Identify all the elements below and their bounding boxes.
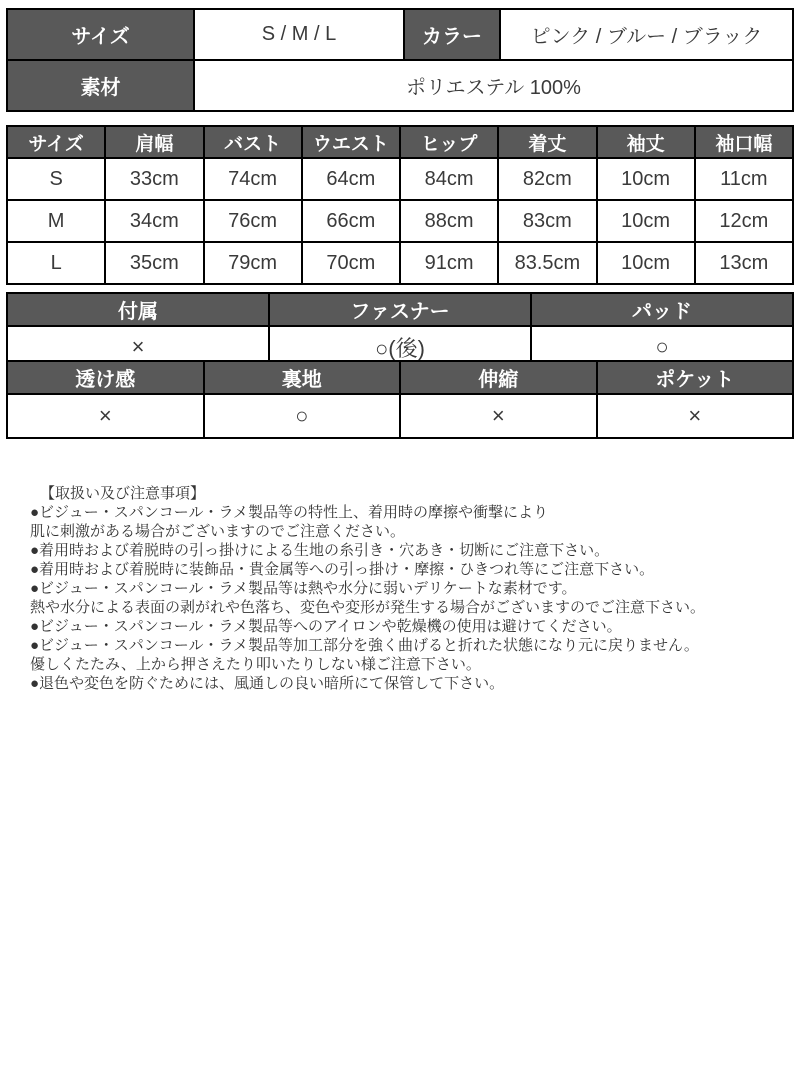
cell-bust: 79cm — [204, 242, 302, 284]
table-row — [7, 200, 793, 242]
col-header-hip: ヒップ — [400, 126, 498, 158]
color-value-cell: ピンク / ブルー / ブラック — [500, 9, 793, 60]
cell-waist: 66cm — [302, 200, 400, 242]
care-note-line: 優しくたたみ、上から押さえたり叩いたりしない様ご注意下さい。 — [30, 656, 481, 673]
features-table-1 — [6, 292, 794, 369]
measurements-table — [6, 125, 794, 285]
cell-cuff-width: 11cm — [695, 158, 793, 200]
col-header-pad: パッド — [531, 293, 793, 326]
col-header-fastener: ファスナー — [269, 293, 531, 326]
care-note-line: ●退色や変色を防ぐためには、風通しの良い暗所にて保管して下さい。 — [30, 675, 505, 692]
cell-hip: 91cm — [400, 242, 498, 284]
cell-fastener: ○(後) — [269, 326, 531, 368]
col-header-bust: バスト — [204, 126, 302, 158]
features-table-2 — [6, 360, 794, 439]
table-header-row — [7, 293, 793, 326]
care-note-line: ●ビジュー・スパンコール・ラメ製品等加工部分を強く曲げると折れた状態になり元に戻りません。 — [30, 637, 699, 654]
table-row — [7, 394, 793, 438]
col-header-accessory: 付属 — [7, 293, 269, 326]
size-color-material-table — [6, 8, 794, 112]
cell-hip: 84cm — [400, 158, 498, 200]
col-header-length: 着丈 — [498, 126, 596, 158]
material-value-cell: ポリエステル 100% — [194, 60, 793, 111]
cell-sleeve-length: 10cm — [597, 242, 695, 284]
care-notes-title: 【取扱い及び注意事項】 — [40, 485, 206, 502]
care-note-line: ●着用時および着脱時の引っ掛けによる生地の糸引き・穴あき・切断にご注意下さい。 — [30, 542, 610, 559]
col-header-cuff-width: 袖口幅 — [695, 126, 793, 158]
color-label-cell: カラー — [404, 9, 500, 60]
col-header-shoulder: 肩幅 — [105, 126, 203, 158]
cell-pad: ○ — [531, 326, 793, 368]
size-value-cell: S / M / L — [194, 9, 404, 60]
table-header-row — [7, 126, 793, 158]
cell-shoulder: 35cm — [105, 242, 203, 284]
care-note-line: ●ビジュー・スパンコール・ラメ製品等は熱や水分に弱いデリケートな素材です。 — [30, 580, 577, 597]
col-header-stretch: 伸縮 — [400, 361, 597, 394]
cell-size: S — [7, 158, 105, 200]
col-header-lining: 裏地 — [204, 361, 401, 394]
cell-length: 82cm — [498, 158, 596, 200]
cell-length: 83.5cm — [498, 242, 596, 284]
cell-cuff-width: 12cm — [695, 200, 793, 242]
col-header-pocket: ポケット — [597, 361, 794, 394]
cell-bust: 74cm — [204, 158, 302, 200]
cell-pocket: × — [597, 394, 794, 438]
cell-sheerness: × — [7, 394, 204, 438]
cell-size: M — [7, 200, 105, 242]
care-note-line: 肌に刺激がある場合がございますのでご注意ください。 — [30, 523, 406, 540]
table-header-row — [7, 361, 793, 394]
cell-length: 83cm — [498, 200, 596, 242]
cell-hip: 88cm — [400, 200, 498, 242]
care-note-line: ●ビジュー・スパンコール・ラメ製品等へのアイロンや乾燥機の使用は避けてください。 — [30, 618, 622, 635]
cell-sleeve-length: 10cm — [597, 158, 695, 200]
cell-size: L — [7, 242, 105, 284]
cell-cuff-width: 13cm — [695, 242, 793, 284]
cell-accessory: × — [7, 326, 269, 368]
col-header-waist: ウエスト — [302, 126, 400, 158]
col-header-sleeve-length: 袖丈 — [597, 126, 695, 158]
care-note-line: 熱や水分による表面の剥がれや色落ち、変色や変形が発生する場合がございますのでご注意下さい。 — [30, 599, 706, 616]
cell-shoulder: 34cm — [105, 200, 203, 242]
cell-waist: 70cm — [302, 242, 400, 284]
table-row — [7, 60, 793, 111]
care-note-line: ●ビジュー・スパンコール・ラメ製品等の特性上、着用時の摩擦や衝撃により — [30, 504, 549, 521]
table-row — [7, 158, 793, 200]
cell-waist: 64cm — [302, 158, 400, 200]
cell-shoulder: 33cm — [105, 158, 203, 200]
table-row — [7, 9, 793, 60]
cell-sleeve-length: 10cm — [597, 200, 695, 242]
care-note-line: ●着用時および着脱時に装飾品・貴金属等への引っ掛け・摩擦・ひきつれ等にご注意下さい。 — [30, 561, 655, 578]
care-notes-section — [30, 484, 790, 693]
table-row — [7, 242, 793, 284]
col-header-size: サイズ — [7, 126, 105, 158]
size-label-cell: サイズ — [7, 9, 194, 60]
material-label-cell: 素材 — [7, 60, 194, 111]
cell-stretch: × — [400, 394, 597, 438]
cell-lining: ○ — [204, 394, 401, 438]
cell-bust: 76cm — [204, 200, 302, 242]
col-header-sheerness: 透け感 — [7, 361, 204, 394]
